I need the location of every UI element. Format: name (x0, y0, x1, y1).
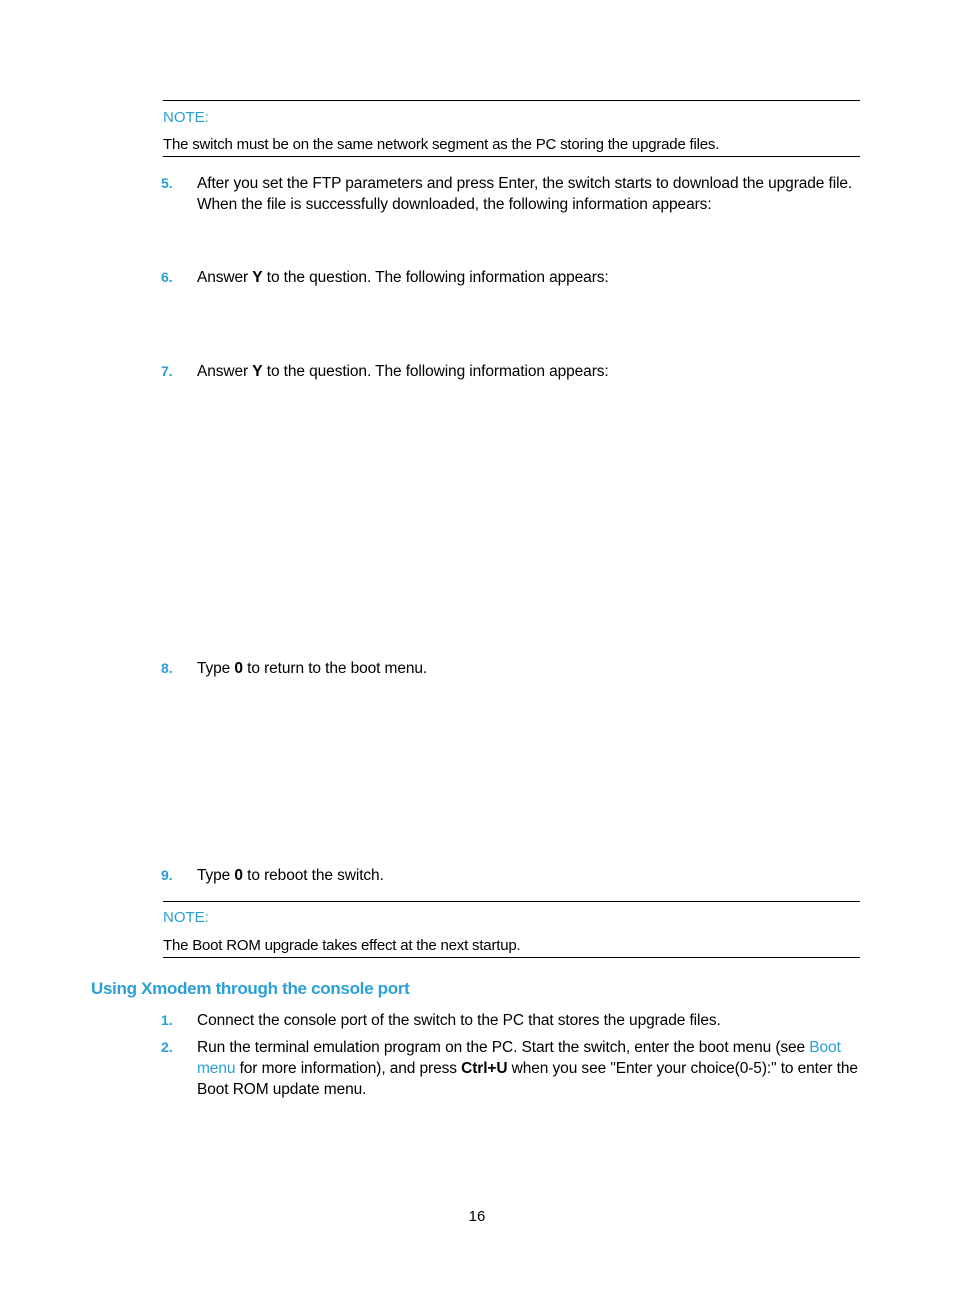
step-text-pre: Run the terminal emulation program on the PC. Start the switch, enter the boot menu (see (197, 1039, 810, 1056)
note-bottom-rule (163, 957, 860, 958)
step-text-post: to return to the boot menu. (242, 660, 428, 677)
note-text: The switch must be on the same network segment as the PC storing the upgrade files. (163, 136, 720, 153)
step-number: 7. (161, 363, 173, 379)
step-text-bold: 0 (234, 660, 243, 677)
step-text (197, 658, 867, 679)
note-bottom-rule (163, 156, 860, 157)
step-number: 6. (161, 269, 173, 285)
step-text-pre: Answer (197, 363, 253, 380)
step-text (197, 361, 867, 382)
step-text (197, 1037, 867, 1100)
step-text-bold: 0 (234, 867, 243, 884)
section-heading: Using Xmodem through the console port (91, 979, 410, 998)
step-text-mid: for more information), and press (235, 1060, 462, 1077)
step-text-bold: Y (252, 269, 263, 286)
step-text-post: when you see "Enter your choice(0-5):" to enter the Boot ROM update menu. (197, 1060, 858, 1098)
step-text-post: to reboot the switch. (242, 867, 384, 884)
step-number: 2. (161, 1039, 173, 1055)
note-label: NOTE: (163, 109, 209, 126)
step-number: 1. (161, 1012, 173, 1028)
step-number: 9. (161, 867, 173, 883)
note-label: NOTE: (163, 909, 209, 926)
step-text (197, 865, 867, 886)
step-number: 8. (161, 660, 173, 676)
note-top-rule (163, 901, 860, 902)
step-text: Connect the console port of the switch to the PC that stores the upgrade files. (197, 1012, 721, 1029)
step-text (197, 267, 867, 288)
step-text-pre: Type (197, 660, 235, 677)
step-text-post: to the question. The following information appears: (262, 363, 609, 380)
page-number: 16 (468, 1208, 486, 1225)
step-text-bold: Ctrl+U (461, 1060, 508, 1077)
step-text-pre: Answer (197, 269, 253, 286)
note-top-rule (163, 100, 860, 101)
note-text: The Boot ROM upgrade takes effect at the next startup. (163, 937, 521, 954)
step-text: After you set the FTP parameters and press Enter, the switch starts to download the upgrade file. When the file is successfully downloaded, the following information appears: (197, 175, 853, 213)
step-text-post: to the question. The following information appears: (262, 269, 609, 286)
step-text-pre: Type (197, 867, 235, 884)
boot-menu-link[interactable]: Boot menu (197, 1039, 841, 1077)
step-number: 5. (161, 175, 173, 191)
step-text-bold: Y (252, 363, 263, 380)
